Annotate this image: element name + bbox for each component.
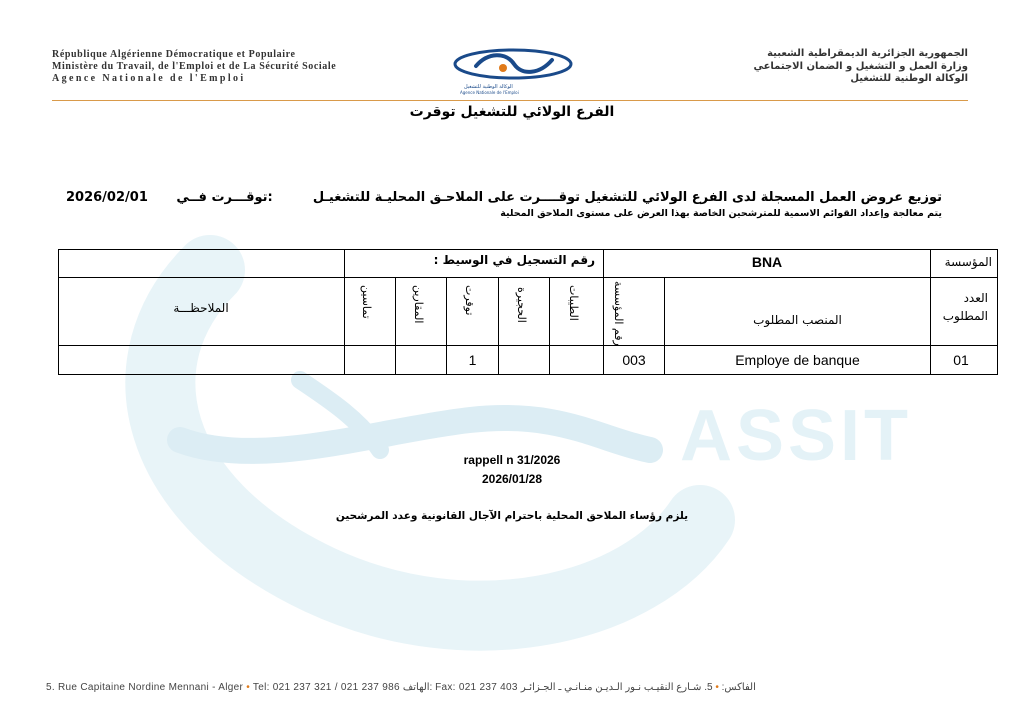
watermark-swash xyxy=(180,418,650,451)
date-label: توقـــرت فــي: xyxy=(176,190,273,205)
column-header-megarine: المقارين xyxy=(412,285,425,324)
header-fr-line-2: Ministère du Travail, de l'Emploi et de La Sécurité Sociale xyxy=(52,61,337,72)
row-inst-number: 003 xyxy=(622,352,646,368)
notice-text: يلزم رؤساء الملاحق المحلية باحترام الآجال القانونية وعدد المرشحين xyxy=(335,510,689,522)
footer-address-fr: 5. Rue Capitaine Nordine Mennani - Alger xyxy=(46,682,244,693)
document-date xyxy=(66,190,273,205)
registration-label: رقم التسجيل في الوسيط : xyxy=(433,253,595,267)
column-header-position: المنصب المطلوب xyxy=(753,313,842,327)
document-title: توزيع عروض العمل المسجلة لدى الفرع الولائي للتشغيل توقــــرت على الملاحـق المحليـة للتشغيـل xyxy=(312,190,942,205)
branch-title: الفرع الولائي للتشغيل توقرت xyxy=(409,104,615,120)
logo-dot xyxy=(499,64,507,72)
header-fr-line-3: Agence Nationale de l'Emploi xyxy=(52,73,246,84)
footer-address xyxy=(46,682,756,693)
footer-address-ar: 5. شـارع النقيـب نـور الـديـن منـانـي ـ الجـزائـر xyxy=(520,682,713,693)
header-ar-line-2: وزارة العمل و التشغيل و الضمان الاجتماعي xyxy=(753,61,968,72)
institution-label: المؤسسة xyxy=(944,255,992,269)
institution-value: BNA xyxy=(751,254,783,270)
row-touggourt: 1 xyxy=(468,352,477,368)
watermark-text: ASSIT xyxy=(680,396,913,476)
column-header-taibat: الطيبات xyxy=(567,285,580,321)
column-header-remarks: الملاحظـــة xyxy=(173,301,229,315)
document-subtitle: يتم معالجة وإعداد القوائم الاسمية للمترشحين الخاصة بهذا العرض على مستوى الملاحق المحلية xyxy=(500,208,942,219)
footer-tel: Tel: 021 237 321 / 021 237 986 xyxy=(252,682,400,693)
row-position: Employe de banque xyxy=(735,352,860,368)
column-header-count: العدد المطلوب xyxy=(942,291,988,323)
footer-fax-ar: الفاكس: xyxy=(721,682,756,693)
logo-text-fr: Agence Nationale de l'Emploi xyxy=(460,90,519,95)
column-header-inst-number: رقم المؤسسة xyxy=(612,281,625,346)
rappel-number: rappell n 31/2026 xyxy=(463,453,561,467)
rappel-date: 2026/01/28 xyxy=(481,472,543,486)
date-value: 2026/02/01 xyxy=(66,190,148,205)
footer-separator-dot-2: • xyxy=(715,682,719,693)
header-ar-line-1: الجمهورية الجزائرية الديمقراطية الشعبية xyxy=(767,48,968,59)
column-header-hajira: الحجيرة xyxy=(515,287,528,323)
footer-fax: Fax: 021 237 403 xyxy=(435,682,518,693)
logo-text-ar: الوكالة الوطنية للتشغيل xyxy=(464,84,513,90)
header-ar-line-3: الوكالة الوطنية للتشغيل xyxy=(850,73,968,84)
watermark-stroke xyxy=(300,380,380,450)
logo-wave xyxy=(476,55,552,72)
row-count: 01 xyxy=(953,352,969,368)
footer-separator-dot: • xyxy=(246,682,251,693)
footer-tel-ar: الهاتف: xyxy=(402,682,433,693)
header-fr-line-1: République Algérienne Démocratique et Populaire xyxy=(52,49,296,60)
column-header-temacine: تماسين xyxy=(360,285,373,319)
offers-table xyxy=(58,249,998,375)
column-header-touggourt: توقرت xyxy=(463,285,476,316)
header-divider xyxy=(52,100,968,101)
